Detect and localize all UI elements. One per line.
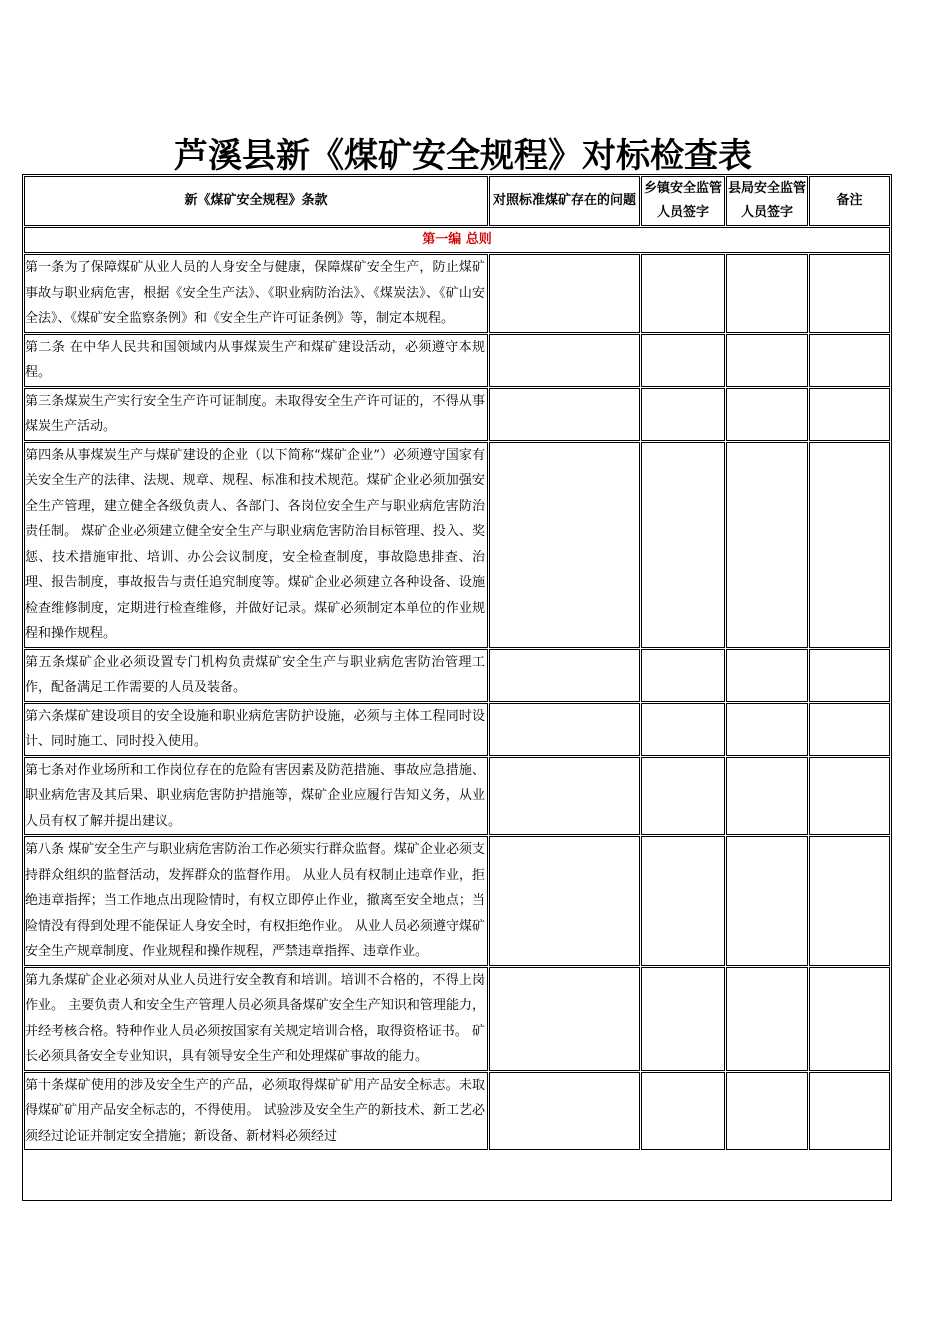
county-sign-cell[interactable] (726, 1072, 808, 1151)
issues-cell[interactable] (489, 254, 640, 333)
clause-cell: 第六条煤矿建设项目的安全设施和职业病危害防护设施，必须与主体工程同时设计、同时施工、同时投入使用。 (24, 703, 488, 756)
issues-cell[interactable] (489, 703, 640, 756)
town-sign-cell[interactable] (641, 254, 725, 333)
table-row (24, 254, 890, 333)
table-row (24, 442, 890, 648)
table-row (24, 649, 890, 702)
remarks-cell[interactable] (809, 836, 890, 966)
town-sign-cell[interactable] (641, 836, 725, 966)
remarks-cell[interactable] (809, 649, 890, 702)
clause-cell: 第十条煤矿使用的涉及安全生产的产品，必须取得煤矿矿用产品安全标志。未取得煤矿矿用产品安全标志的，不得使用。 试验涉及安全生产的新技术、新工艺必须经过论证并制定安全措施；新设备、新材料必须经过 (24, 1072, 488, 1151)
clause-cell: 第八条 煤矿安全生产与职业病危害防治工作必须实行群众监督。煤矿企业必须支持群众组织的监督活动，发挥群众的监督作用。 从业人员有权制止违章作业，拒绝违章指挥；当工作地点出现险情时，有权立即停止作业，撤离至安全地点；当险情没有得到处理不能保证人身安全时，有权拒绝作业。 从业人员必须遵守煤矿安全生产规章制度、作业规程和操作规程，严禁违章指挥、违章作业。 (24, 836, 488, 966)
issues-cell[interactable] (489, 1072, 640, 1151)
clause-cell: 第二条 在中华人民共和国领域内从事煤炭生产和煤矿建设活动，必须遵守本规程。 (24, 334, 488, 387)
issues-cell[interactable] (489, 649, 640, 702)
remarks-cell[interactable] (809, 757, 890, 836)
remarks-cell[interactable] (809, 1072, 890, 1151)
clause-cell: 第三条煤炭生产实行安全生产许可证制度。未取得安全生产许可证的，不得从事煤炭生产活动。 (24, 388, 488, 441)
issues-cell[interactable] (489, 967, 640, 1071)
clause-cell: 第四条从事煤炭生产与煤矿建设的企业（以下简称“煤矿企业”）必须遵守国家有关安全生产的法律、法规、规章、规程、标准和技术规范。煤矿企业必须加强安全生产管理，建立健全各级负责人、各部门、各岗位安全生产与职业病危害防治责任制。 煤矿企业必须建立健全安全生产与职业病危害防治目标管理、投入、奖惩、技术措施审批、培训、办公会议制度，安全检查制度，事故隐患排查、治理、报告制度，事故报告与责任追究制度等。煤矿企业必须建立各种设备、设施检查维修制度，定期进行检查维修，并做好记录。煤矿必须制定本单位的作业规程和操作规程。 (24, 442, 488, 648)
town-sign-cell[interactable] (641, 757, 725, 836)
header-town-sign: 乡镇安全监管人员签字 (641, 176, 725, 226)
county-sign-cell[interactable] (726, 649, 808, 702)
remarks-cell[interactable] (809, 334, 890, 387)
county-sign-cell[interactable] (726, 254, 808, 333)
issues-cell[interactable] (489, 442, 640, 648)
header-county-sign: 县局安全监管人员签字 (726, 176, 808, 226)
remarks-cell[interactable] (809, 254, 890, 333)
table-row (24, 388, 890, 441)
issues-cell[interactable] (489, 757, 640, 836)
table-header-row (24, 176, 890, 226)
table-row (24, 1072, 890, 1151)
town-sign-cell[interactable] (641, 388, 725, 441)
county-sign-cell[interactable] (726, 388, 808, 441)
town-sign-cell[interactable] (641, 442, 725, 648)
page-title: 芦溪县新《煤矿安全规程》对标检查表 (174, 136, 752, 176)
table-row (24, 836, 890, 966)
county-sign-cell[interactable] (726, 334, 808, 387)
header-issues: 对照标准煤矿存在的问题 (489, 176, 640, 226)
clause-cell: 第七条对作业场所和工作岗位存在的危险有害因素及防范措施、事故应急措施、职业病危害及其后果、职业病危害防护措施等，煤矿企业应履行告知义务，从业人员有权了解并提出建议。 (24, 757, 488, 836)
header-remarks: 备注 (809, 176, 890, 226)
town-sign-cell[interactable] (641, 334, 725, 387)
remarks-cell[interactable] (809, 442, 890, 648)
town-sign-cell[interactable] (641, 967, 725, 1071)
section-title: 第一编 总则 (24, 227, 890, 253)
table-row (24, 703, 890, 756)
section-row (24, 227, 890, 253)
table-row (24, 334, 890, 387)
remarks-cell[interactable] (809, 388, 890, 441)
issues-cell[interactable] (489, 334, 640, 387)
table-row (24, 757, 890, 836)
county-sign-cell[interactable] (726, 442, 808, 648)
county-sign-cell[interactable] (726, 967, 808, 1071)
table-row (24, 967, 890, 1071)
issues-cell[interactable] (489, 836, 640, 966)
town-sign-cell[interactable] (641, 649, 725, 702)
remarks-cell[interactable] (809, 967, 890, 1071)
header-clause: 新《煤矿安全规程》条款 (24, 176, 488, 226)
county-sign-cell[interactable] (726, 836, 808, 966)
town-sign-cell[interactable] (641, 703, 725, 756)
remarks-cell[interactable] (809, 703, 890, 756)
clause-cell: 第九条煤矿企业必须对从业人员进行安全教育和培训。培训不合格的，不得上岗作业。 主要负责人和安全生产管理人员必须具备煤矿安全生产知识和管理能力，并经考核合格。特种作业人员必须按国家有关规定培训合格，取得资格证书。 矿长必须具备安全专业知识，具有领导安全生产和处理煤矿事故的能力。 (24, 967, 488, 1071)
clause-cell: 第五条煤矿企业必须设置专门机构负责煤矿安全生产与职业病危害防治管理工作，配备满足工作需要的人员及装备。 (24, 649, 488, 702)
county-sign-cell[interactable] (726, 703, 808, 756)
clause-cell: 第一条为了保障煤矿从业人员的人身安全与健康，保障煤矿安全生产，防止煤矿事故与职业病危害，根据《安全生产法》、《职业病防治法》、《煤炭法》、《矿山安全法》、《煤矿安全监察条例》和《安全生产许可证条例》等，制定本规程。 (24, 254, 488, 333)
inspection-table (22, 174, 892, 1201)
county-sign-cell[interactable] (726, 757, 808, 836)
town-sign-cell[interactable] (641, 1072, 725, 1151)
issues-cell[interactable] (489, 388, 640, 441)
